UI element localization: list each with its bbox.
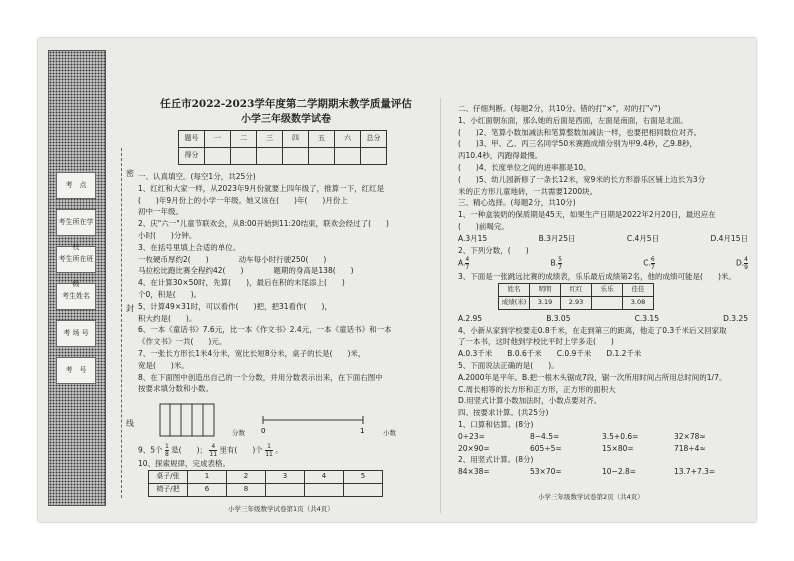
oral-row-2 [458, 443, 748, 455]
q3-options [458, 313, 748, 325]
chair-cell-blank[interactable] [266, 483, 305, 496]
oral-item: 605÷5= [530, 443, 562, 453]
oral-item: 8−4.5= [530, 431, 560, 441]
option[interactable]: C.3.15 [634, 313, 659, 323]
frac-den: 8 [164, 451, 169, 459]
q9-prefix: 9、5个 [138, 445, 163, 455]
question-line: 一枚硬币厚约2( ) 动车每小时行驶250( ) [138, 254, 327, 264]
desk-head: 3 [266, 470, 305, 483]
question-line: 米的正方形儿童地砖，一共需要1200块。 [458, 186, 598, 196]
seal-char-feng: 封 [126, 304, 134, 313]
option[interactable]: A.2.95 [458, 313, 483, 323]
info-box-exam-site: 考 点 [56, 172, 96, 199]
frac-num: 1 [164, 443, 169, 451]
long-jump-table [498, 283, 654, 310]
desk-head: 桌子/张 [149, 470, 188, 483]
question-line: 马拉松比跑比赛全程约42( ) 题期的身高是138( ) [138, 266, 354, 276]
page-divider [440, 98, 441, 513]
result-head: 乐乐 [592, 284, 623, 297]
frac-den: 11 [265, 451, 273, 459]
question-line: 了一本书，这时他到学校比平时上学多走( ) [458, 337, 614, 347]
question-line: 1、红红和大家一样，从2023年9月份就要上四年级了，推算一下，红红是 [138, 183, 385, 193]
option[interactable]: D. $\frac{4}{9}$ [735, 256, 748, 272]
chair-cell: 6 [188, 483, 227, 496]
oral-item: 20×90= [458, 443, 490, 453]
written-item: 53×70= [530, 467, 562, 477]
question-10: 10、探索规律，完成表格。 [138, 459, 231, 469]
oral-item: 32×78≈ [674, 431, 706, 441]
page-one-footer: 小学三年级数学试卷第1页（共4页） [228, 505, 334, 513]
option[interactable]: B.3月25日 [538, 233, 576, 243]
question-line: 一、认真填空。(每空1分，共25分) [138, 172, 256, 181]
option[interactable]: C. $\frac{6}{7}$ [643, 256, 655, 272]
seal-char-mi: 密 [126, 169, 134, 178]
option[interactable]: C.4月5日 [626, 233, 660, 243]
fraction [165, 443, 169, 458]
option[interactable]: B.3.05 [546, 313, 571, 323]
question-line: 1、小红面朝东面，那么她的后面是西面，左面是南面，右面是北面。 [458, 115, 688, 125]
exam-subtitle: 小学三年级数学试卷 [241, 114, 331, 125]
page-two-footer: 小学三年级数学试卷第2页（共4页） [538, 493, 644, 501]
q9-text: 里有( )个 [219, 445, 263, 455]
seal-char-xian: 线 [126, 419, 134, 428]
score-table [178, 130, 387, 165]
question-line: 4、小新从家到学校要走0.8千米，在走到第三的距离，他走了0.3千米后又回家取 [458, 325, 727, 335]
fraction-diagram [158, 398, 434, 440]
oral-item: 3.5+0.6= [602, 431, 639, 441]
question-line: 4、在计算30×50时，先算( )，最后在积的末尾添上( ) [138, 278, 345, 288]
score-cell[interactable] [283, 148, 309, 165]
question-line: 三、精心选择。(每题2分，共10分) [458, 198, 576, 208]
question-choose-3: 3、下面是一张跳远比赛的成绩表，乐乐最后成绩第2名，他的成绩可能是( )米。 [458, 272, 736, 282]
question-line: 8、在下面图中创造出自己的一个分数，并用分数表示出来，在下面右图中 [138, 372, 383, 382]
score-head: 题号 [179, 131, 205, 148]
desk-head: 5 [344, 470, 383, 483]
question-line: ( )3、甲、乙、丙三名同学50米赛跑成绩分别为甲9.4秒，乙9.8秒， [458, 139, 698, 149]
chair-label: 椅子/把 [149, 483, 188, 496]
result-head: 佳佳 [623, 284, 654, 297]
score-head: 六 [335, 131, 361, 148]
question-line: 初中一年级。 [138, 207, 183, 217]
page-two [458, 103, 748, 478]
result-cell: 3.08 [623, 296, 654, 309]
result-head: 姓名 [499, 284, 530, 297]
written-calc-title: 2、用竖式计算。(8分) [458, 455, 534, 465]
q9-text: 。 [275, 445, 283, 455]
seal-line [121, 148, 122, 498]
fraction [209, 443, 217, 458]
question-line: 7、一张长方形长1米4分米，宽比长短8分米，桌子的长是( )米， [138, 348, 366, 358]
question-line: ( )2、笔算小数加减法和笔算整数加减法一样，也要把相同数位对齐。 [458, 127, 702, 137]
desk-head: 4 [305, 470, 344, 483]
info-box-name: 考生姓名 [56, 283, 96, 310]
written-calc-row [458, 466, 748, 478]
score-cell[interactable] [257, 148, 283, 165]
question-line: D.用竖式计算小数加法时，小数点要对齐。 [458, 396, 602, 406]
fraction-label: 分数 [232, 429, 245, 438]
score-head: 五 [309, 131, 335, 148]
q2-options [458, 256, 748, 271]
fraction-grid [158, 400, 218, 440]
question-line: 5、下面说法正确的是( )。 [458, 360, 559, 370]
info-box-number: 考 号 [56, 357, 96, 384]
desk-head: 1 [188, 470, 227, 483]
desk-head: 2 [227, 470, 266, 483]
chair-cell-blank[interactable] [305, 483, 344, 496]
score-head: 四 [283, 131, 309, 148]
option[interactable]: A.3月15 [458, 233, 488, 243]
score-cell[interactable] [231, 148, 257, 165]
result-cell-blank [592, 296, 623, 309]
question-line: 5、计算49×31时，可以看作( )把，把31看作( )， [138, 301, 332, 311]
question-line: 3、在括号里填上合适的单位。 [138, 242, 241, 252]
question-9 [138, 443, 434, 458]
info-box-room: 考 场 号 [56, 320, 96, 347]
result-cell: 2.93 [561, 296, 592, 309]
question-line: 6、一本《童话书》7.6元，比一本《作文书》2.4元，一本《童话书》和一本 [138, 325, 392, 335]
question-line: A.0.3千米 B.0.6千米 C.0.9千米 D.1.2千米 [458, 349, 642, 359]
score-cell[interactable] [309, 148, 335, 165]
axis-one: 1 [360, 427, 365, 436]
fill-in-questions [138, 171, 434, 395]
score-head: 一 [205, 131, 231, 148]
written-item: 10−2.8= [602, 467, 637, 477]
result-head: 明明 [530, 284, 561, 297]
question-line: ( )4、长度单位之间的进率都是10。 [458, 162, 591, 172]
oral-item: 15×80= [602, 443, 634, 453]
number-line [259, 400, 369, 440]
judge-and-choose [458, 103, 748, 233]
question-line: ( )年9月份上的小学一年级。她又该在( )年( )月份上 [138, 195, 348, 205]
decimal-label: 小数 [383, 429, 396, 438]
question-line: 按要求填分数和小数。 [138, 384, 213, 394]
q9-text: 是( )； [171, 445, 208, 455]
oral-item: 0÷23= [458, 431, 485, 441]
result-label: 成绩(米) [499, 296, 530, 309]
question-line: 个0，积是( )。 [138, 289, 202, 299]
question-line: 1、一种盒装奶的保质期是45天，如果生产日期是2022年2月20日，最迟应在 [458, 210, 716, 220]
frac-num: 1 [267, 443, 271, 451]
frac-den: 11 [209, 451, 218, 459]
question-line: 小时( )分钟。 [138, 230, 197, 240]
question-line: A.2000年是平年。B.把一根木头锯成7段，锯一次所用时间占所用总时间的1/7。 [458, 372, 727, 382]
desk-chair-table [148, 470, 383, 497]
student-info-boxes [56, 172, 96, 452]
question-line: C.周长相等的长方形和正方形，正方形的面积大 [458, 384, 616, 394]
result-head: 红红 [561, 284, 592, 297]
score-cell[interactable] [335, 148, 361, 165]
written-item: 13.7+7.3= [674, 467, 716, 477]
score-head: 总分 [361, 131, 387, 148]
fraction [265, 443, 273, 458]
result-cell: 3.19 [530, 296, 561, 309]
question-line: 积大约是( )。 [138, 313, 197, 323]
question-line: 二、仔细判断。(每题2分，共10分。错的打"×"，对的打"√") [458, 104, 661, 113]
score-cell[interactable] [205, 148, 231, 165]
option[interactable]: D.4月15日 [710, 233, 748, 243]
frac-num: 4 [211, 443, 216, 451]
question-line: 四、按要求计算。(共25分) [458, 408, 549, 418]
written-item: 84×38= [458, 467, 490, 477]
exam-title: 任丘市2022-2023学年度第二学期期末教学质量评估 [160, 98, 412, 110]
score-cell: 得分 [179, 148, 205, 165]
choose-and-compute [458, 325, 748, 431]
question-line: 2、庆"六一"儿童节联欢会，从8:00开始到11:20结束，联欢会经过了( ) [138, 219, 389, 229]
question-line: 丙10.4秒，丙跑得最慢。 [458, 151, 543, 161]
axis-zero: 0 [261, 427, 266, 436]
chair-cell: 8 [227, 483, 266, 496]
question-line: 1、口算和估算。(8分) [458, 419, 534, 429]
q1-options [458, 233, 748, 245]
score-head: 三 [257, 131, 283, 148]
exam-sheet [38, 38, 756, 522]
info-box-class: 考生所在班 [56, 246, 96, 273]
page-one [138, 98, 434, 497]
question-line: 宽是( )米。 [138, 360, 189, 370]
chair-cell-blank[interactable] [344, 483, 383, 496]
question-line: 《作文书》一共( )元。 [138, 337, 227, 347]
question-line: ( )5、幼儿园新修了一条长12米，宽9米的长方形游乐区铺上边长为3分 [458, 174, 706, 184]
question-line: ( )前喝完。 [458, 221, 509, 231]
option[interactable]: B. $\frac{5}{7}$ [550, 256, 562, 272]
score-cell[interactable] [361, 148, 387, 165]
score-head: 二 [231, 131, 257, 148]
oral-row-1 [458, 431, 748, 443]
option[interactable]: A. $\frac{4}{7}$ [458, 256, 470, 272]
oral-item: 718÷4≈ [674, 443, 706, 453]
info-box-school: 考生所在学 [56, 209, 96, 236]
option[interactable]: D.3.25 [723, 313, 748, 323]
question-choose-2: 2、下列分数，( ) [458, 245, 529, 255]
